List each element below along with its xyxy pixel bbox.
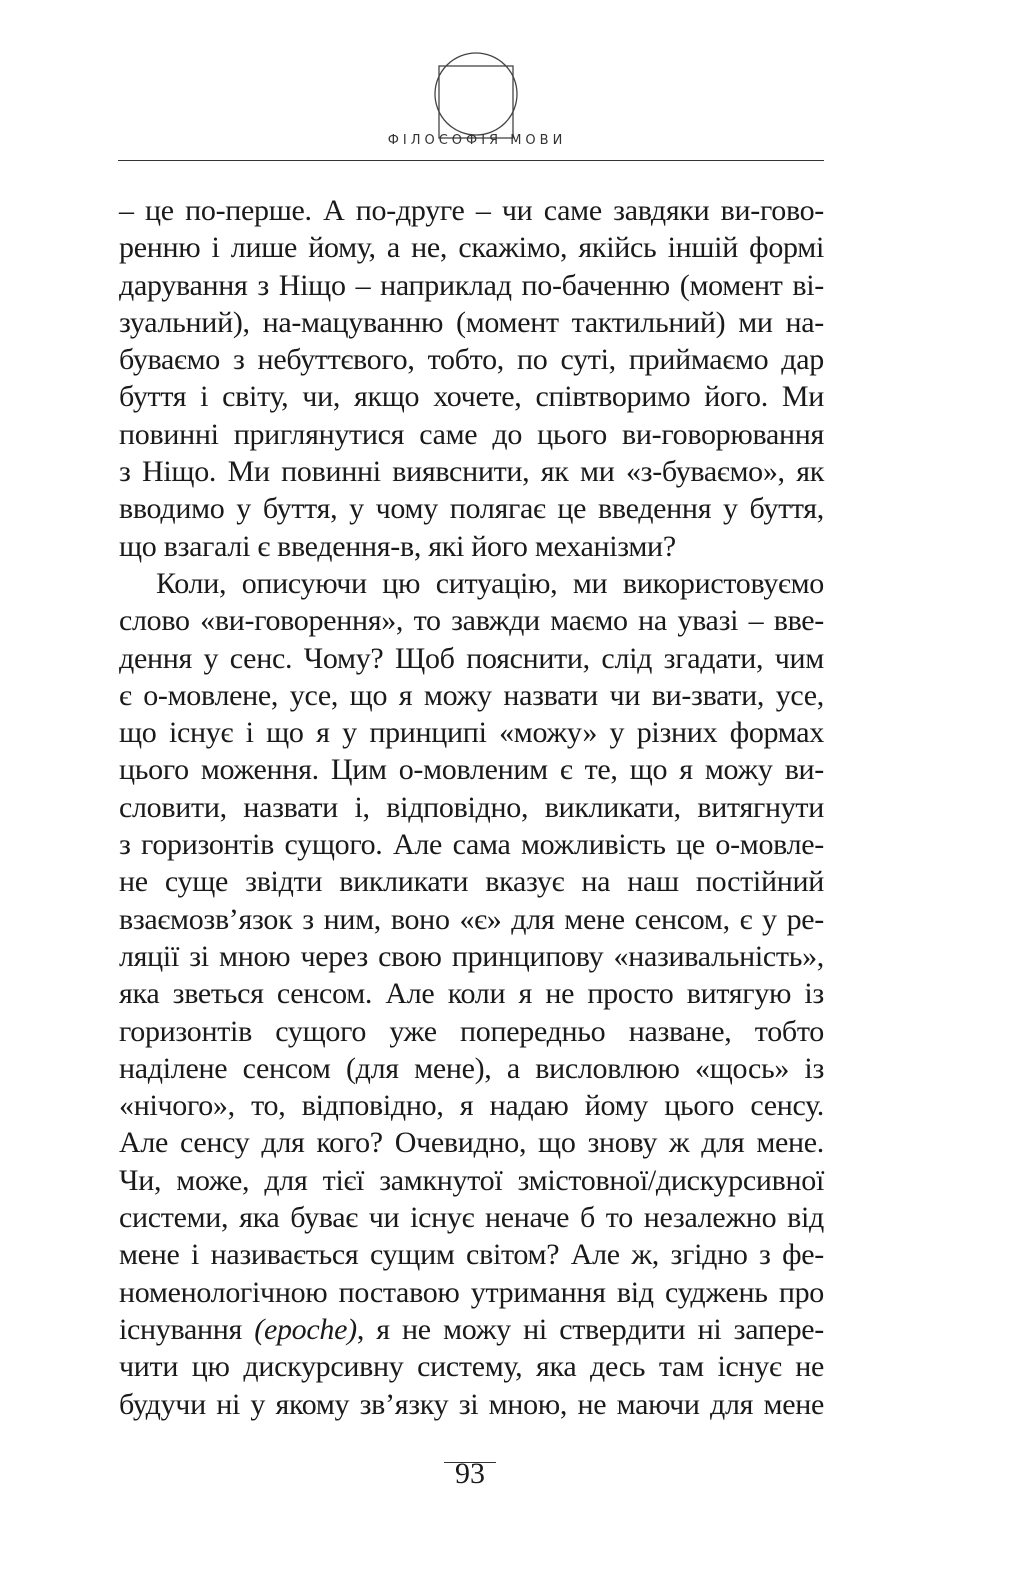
text-line-epoche <box>119 1311 824 1348</box>
text-line: мене і називається сущим світом? Але ж, згідно з фе- <box>119 1238 824 1272</box>
text-line: з горизонтів сущого. Але сама можливість це о-мовле- <box>119 828 824 862</box>
text-line: що існує і що я у принципі «можу» у різних формах <box>119 716 824 750</box>
text-line: є о-мовлене, усе, що я можу назвати чи ви-звати, усе, <box>119 678 824 712</box>
text-line: Чи, може, для тієї замкнутої змістовної/дискурсивної <box>119 1163 824 1197</box>
text-line: взаємозв’язок з ним, воно «є» для мене сенсом, є у ре- <box>119 902 824 936</box>
body-text <box>119 192 824 1423</box>
circle-square-emblem-icon <box>432 50 520 140</box>
text-line: Але сенсу для кого? Очевидно, що знову ж для мене. <box>119 1126 824 1160</box>
text-line: слово «ви-говорення», то завжди маємо на увазі – вве- <box>119 604 824 638</box>
text-line: вводимо у буття, у чому полягає це введення у буття, <box>119 492 824 526</box>
text-line: що взагалі є введення-в, які його механізми? <box>119 529 676 563</box>
text-line: яка зветься сенсом. Але коли я не просто витягую із <box>119 977 824 1011</box>
text-line: наділене сенсом (для мене), а висловлюю «щось» із <box>119 1051 824 1085</box>
text-line: зуальний), на-мацуванню (момент тактильний) ми на- <box>119 305 824 339</box>
text-line: будучи ні у якому зв’язку зі мною, не маючи для мене <box>119 1387 824 1421</box>
page-number-block <box>440 1457 500 1491</box>
text-line: системи, яка буває чи існує неначе б то незалежно від <box>119 1201 824 1235</box>
text-line: дення у сенс. Чому? Щоб пояснити, слід згадати, чим <box>119 641 824 675</box>
text-line: номенологічною поставою утримання від суджень про <box>119 1275 824 1309</box>
text-line: буття і світу, чи, якщо хочете, співтворимо його. Ми <box>119 380 824 414</box>
text-line: дарування з Ніщо – наприклад по-баченню (момент ві- <box>119 268 824 302</box>
text-line: Коли, описуючи цю ситуацію, ми використовуємо <box>156 566 824 600</box>
text-line: словити, назвати і, відповідно, викликати, витягнути <box>119 790 824 824</box>
text-line: цього моження. Цим о-мовленим є те, що я можу ви- <box>119 753 824 787</box>
epoche-term: (epoche) <box>254 1312 357 1346</box>
header-rule <box>118 160 824 161</box>
text-line: чити цю дискурсивну систему, яка десь там існує не <box>119 1350 824 1384</box>
text-line: буваємо з небуттєвого, тобто, по суті, приймаємо дар <box>119 343 824 377</box>
running-title: ФІЛОСОФІЯ МОВИ <box>387 133 567 148</box>
page-number: 93 <box>455 1457 485 1490</box>
epoche-before: існування <box>119 1312 255 1346</box>
epoche-after: , я не можу ні ствердити ні запере- <box>356 1312 824 1346</box>
text-line: повинні приглянутися саме до цього ви-говорювання <box>119 417 824 451</box>
text-line: горизонтів сущого уже попередньо назване, тобто <box>119 1014 824 1048</box>
text-line: ренню і лише йому, а не, скажімо, якійсь іншій формі <box>119 231 824 265</box>
text-line: – це по-перше. А по-друге – чи саме завдяки ви-гово- <box>119 194 824 227</box>
text-line: з Ніщо. Ми повинні виявснити, як ми «з-буваємо», як <box>119 455 824 489</box>
text-line: не суще звідти викликати вказує на наш постійний <box>119 865 824 899</box>
text-line: ляції зі мною через свою принципову «називальність», <box>119 939 824 973</box>
text-line: «нічого», то, відповідно, я надаю йому цього сенсу. <box>119 1089 824 1123</box>
